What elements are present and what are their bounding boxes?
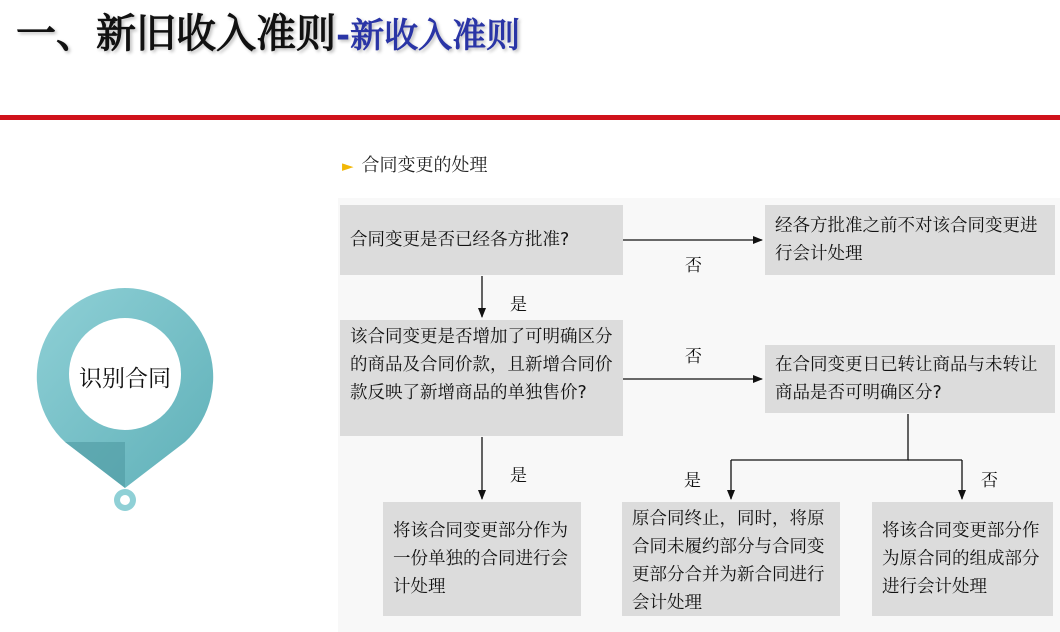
section-heading-text: 合同变更的处理 — [361, 155, 488, 176]
label-yes-transferred: 是 — [684, 471, 701, 491]
question-distinct-transferred-text: 在合同变更日已转让商品与未转让商品是否可明确区分? — [775, 355, 1038, 403]
label-yes-approval: 是 — [510, 295, 527, 315]
result-new-contract-text: 原合同终止，同时，将原合同未履约部分与合同变更部分合并为新合同进行会计处理 — [632, 509, 825, 613]
connector-q3-split — [731, 414, 908, 460]
title-main: 一、新旧收入准则 — [16, 11, 336, 57]
result-part-of-original-text: 将该合同变更部分作为原合同的组成部分进行会计处理 — [882, 521, 1040, 597]
label-no-distinct: 否 — [685, 347, 702, 367]
result-no-accounting-text: 经各方批准之前不对该合同变更进行会计处理 — [775, 216, 1038, 264]
question-distinct-goods-price-text: 该合同变更是否增加了可明确区分的商品及合同价款，且新增合同价款反映了新增商品的单独售价? — [350, 327, 613, 403]
badge-label: 识别合同 — [79, 366, 171, 392]
question-approval-text: 合同变更是否已经各方批准? — [350, 230, 570, 250]
label-no-transferred: 否 — [981, 471, 998, 491]
title-sub: -新收入准则 — [336, 16, 521, 56]
label-no-approval: 否 — [685, 256, 702, 276]
label-yes-distinct: 是 — [510, 466, 527, 486]
result-separate-contract-text: 将该合同变更部分作为一份单独的合同进行会计处理 — [393, 521, 568, 597]
triangle-bullet-icon: ► — [342, 157, 354, 175]
